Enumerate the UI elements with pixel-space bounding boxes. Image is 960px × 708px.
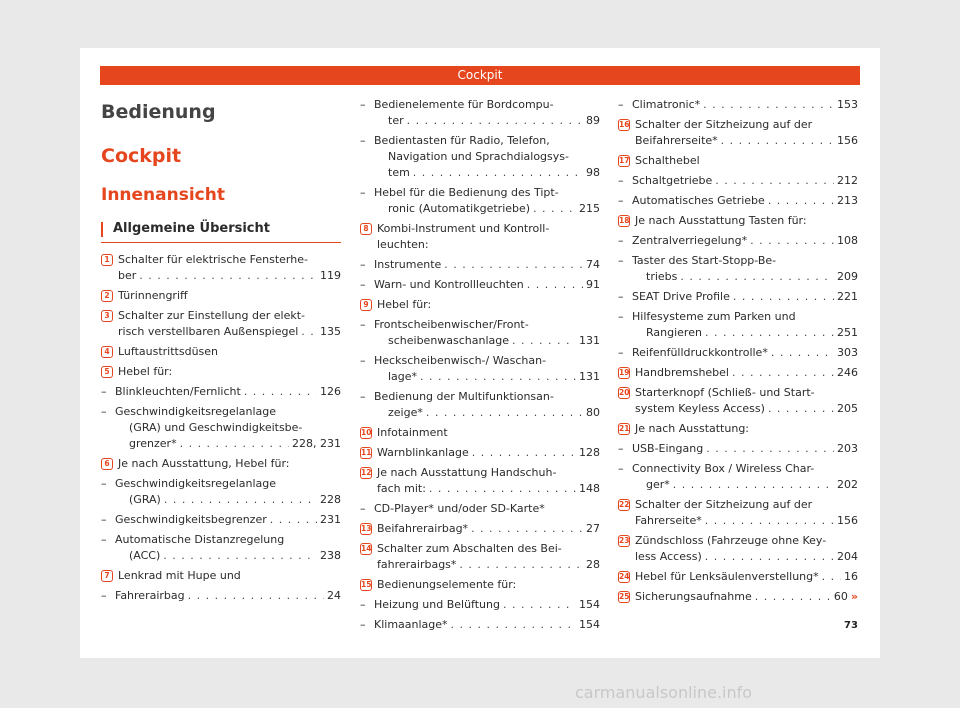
leader-dots [413, 165, 583, 181]
index-line [632, 269, 858, 285]
entry-text: – Heizung und Belüftung [374, 598, 500, 611]
leader-dots [533, 201, 576, 217]
index-subentry [360, 389, 600, 421]
entry-text: – CD-Player* und/oder SD-Karte* [374, 502, 545, 515]
entry-text: Beifahrerairbag* [377, 522, 469, 535]
page-reference: 205 [837, 402, 858, 415]
index-line [632, 289, 858, 305]
leader-dots [715, 173, 834, 189]
entry-text: – Bedienung der Multifunktionsan- [374, 390, 554, 403]
item-number-badge: 17 [619, 156, 630, 165]
index-line [118, 268, 341, 284]
index-entry [101, 344, 341, 360]
section-header: Cockpit [100, 66, 860, 85]
entry-text: – Hebel für die Bedienung des Tipt- [374, 186, 559, 199]
entry-text: Je nach Ausstattung: [635, 422, 750, 435]
leader-dots [768, 193, 834, 209]
index-entry [360, 577, 600, 593]
leader-dots [527, 277, 583, 293]
entry-text: Schalter für elektrische Fensterhe- [118, 253, 308, 266]
entry-text: – Automatisches Getriebe [632, 194, 765, 207]
page-reference: 24 [327, 589, 341, 602]
page-reference: 27 [586, 522, 600, 535]
index-entry [360, 445, 600, 461]
item-number-badge: 4 [101, 346, 113, 358]
index-line [374, 257, 600, 273]
index-subentry [618, 233, 858, 249]
page-reference: 91 [586, 278, 600, 291]
index-line [635, 401, 858, 417]
entry-text: – Heckscheibenwisch-/ Waschan- [374, 354, 547, 367]
index-line [115, 436, 341, 452]
leader-dots [459, 557, 583, 573]
index-entry [101, 252, 341, 284]
page-reference: 251 [837, 326, 858, 339]
leader-dots [407, 113, 583, 129]
entry-text: – Connectivity Box / Wireless Char- [632, 462, 815, 475]
index-entry [618, 117, 858, 149]
entry-text: Lenkrad mit Hupe und [118, 569, 241, 582]
index-line [115, 512, 341, 528]
index-subentry [618, 345, 858, 361]
entry-text: – Bedienelemente für Bordcompu- [374, 98, 554, 111]
index-entry [618, 385, 858, 417]
entry-spacer [101, 604, 341, 608]
index-line [632, 193, 858, 209]
entry-text: ronic (Automatikgetriebe) [388, 202, 531, 215]
index-subentry [101, 404, 341, 452]
page-reference: 213 [837, 194, 858, 207]
item-number-badge: 1 [101, 254, 113, 266]
entry-text: leuchten: [377, 238, 429, 251]
item-number-badge: 2 [101, 290, 113, 302]
index-entry [618, 497, 858, 529]
leader-dots [451, 617, 576, 633]
page-reference: 203 [837, 442, 858, 455]
index-entry [101, 288, 341, 304]
index-line [377, 521, 600, 537]
index-line [374, 405, 600, 421]
page-reference: 202 [837, 478, 858, 491]
entry-text: (GRA) und Geschwindigkeitsbe- [129, 421, 303, 434]
page-reference: 209 [837, 270, 858, 283]
page-reference: 28 [586, 558, 600, 571]
leader-dots [164, 492, 317, 508]
index-subentry [360, 133, 600, 181]
entry-text: Je nach Ausstattung Handschuh- [377, 466, 557, 479]
leader-dots [768, 401, 834, 417]
index-entry [360, 521, 600, 537]
item-number-badge: 14 [361, 544, 372, 553]
index-subentry [618, 97, 858, 113]
index-line [374, 201, 600, 217]
page-reference: 98 [586, 166, 600, 179]
leader-dots [163, 548, 317, 564]
entry-text: – Klimaanlage* [374, 618, 448, 631]
leader-dots [472, 445, 576, 461]
page-reference: 231 [320, 513, 341, 526]
heading-allgemeine-uebersicht: Allgemeine Übersicht [113, 221, 270, 236]
item-number-badge: 13 [361, 524, 372, 533]
entry-text: Je nach Ausstattung Tasten für: [635, 214, 807, 227]
page-reference: 204 [837, 550, 858, 563]
entry-text: – Warn- und Kontrollleuchten [374, 278, 524, 291]
index-subentry [618, 309, 858, 341]
page-reference: 80 [586, 406, 600, 419]
entry-text: – Blinkleuchten/Fernlicht [115, 385, 241, 398]
index-subentry [360, 317, 600, 349]
leader-dots [771, 345, 834, 361]
entry-text: Rangieren [646, 326, 702, 339]
leader-dots [188, 588, 324, 604]
entry-text: Handbremshebel [635, 366, 729, 379]
leader-dots [721, 133, 834, 149]
index-line [374, 113, 600, 129]
index-subentry [618, 193, 858, 209]
page-reference: 89 [586, 114, 600, 127]
entry-text: – Fahrerairbag [115, 589, 185, 602]
leader-dots [706, 441, 834, 457]
index-entry [101, 364, 341, 380]
item-number-badge: 3 [101, 310, 113, 322]
index-subentry [360, 353, 600, 385]
entry-text: Fahrerseite* [635, 514, 702, 527]
index-subentry [360, 257, 600, 273]
index-line [632, 441, 858, 457]
index-line [115, 548, 341, 564]
entry-text: – Instrumente [374, 258, 442, 271]
index-column-3 [618, 97, 858, 609]
leader-dots [420, 369, 576, 385]
index-line [635, 513, 858, 529]
entry-text: Schalter der Sitzheizung auf der [635, 118, 813, 131]
entry-text: (ACC) [129, 549, 161, 562]
index-line [377, 445, 600, 461]
index-line [635, 589, 858, 605]
entry-text: tem [388, 166, 410, 179]
entry-text: – Bedientasten für Radio, Telefon, [374, 134, 550, 147]
leader-dots [139, 268, 317, 284]
entry-text: Warnblinkanlage [377, 446, 469, 459]
leader-dots [444, 257, 583, 273]
page-reference: 128 [579, 446, 600, 459]
leader-dots [680, 269, 834, 285]
index-line [632, 97, 858, 113]
heading-bedienung: Bedienung [101, 101, 216, 123]
index-subentry [101, 384, 341, 400]
item-number-badge: 9 [360, 299, 372, 311]
page-reference: 212 [837, 174, 858, 187]
index-subentry [360, 501, 600, 517]
leader-dots [673, 477, 834, 493]
leader-dots [429, 481, 576, 497]
index-line [374, 369, 600, 385]
index-subentry [360, 277, 600, 293]
entry-text: ter [388, 114, 404, 127]
entry-text: fach mit: [377, 482, 426, 495]
item-number-badge: 15 [361, 580, 372, 589]
page-reference: 238 [320, 549, 341, 562]
page-reference: 74 [586, 258, 600, 271]
page-reference: 16 [844, 570, 858, 583]
index-subentry [101, 532, 341, 564]
leader-dots [705, 325, 834, 341]
entry-text: – Geschwindigkeitsregelanlage [115, 405, 277, 418]
entry-text: – Geschwindigkeitsbegrenzer [115, 513, 267, 526]
page-reference: 246 [837, 366, 858, 379]
index-line [115, 384, 341, 400]
leader-dots [244, 384, 317, 400]
page-reference: 303 [837, 346, 858, 359]
entry-text: Hebel für Lenksäulenverstellung* [635, 570, 819, 583]
leader-dots [512, 333, 576, 349]
leader-dots [426, 405, 583, 421]
footer-watermark: carmanualsonline.info [575, 683, 753, 702]
item-number-badge: 8 [360, 223, 372, 235]
entry-text: – USB-Eingang [632, 442, 704, 455]
entry-text: Bedienungselemente für: [377, 578, 517, 591]
entry-text: Schalter zum Abschalten des Bei- [377, 542, 562, 555]
leader-dots [180, 436, 289, 452]
page-reference: 156 [837, 514, 858, 527]
index-entry [618, 421, 858, 437]
entry-text: Je nach Ausstattung, Hebel für: [118, 457, 290, 470]
leader-dots [270, 512, 317, 528]
page-reference: 135 [320, 325, 341, 338]
entry-text: Kombi-Instrument und Kontroll- [377, 222, 550, 235]
entry-text: Luftaustrittsdüsen [118, 345, 219, 358]
index-subentry [618, 289, 858, 305]
entry-text: Infotainment [377, 426, 448, 439]
page-reference: 153 [837, 98, 858, 111]
index-entry [618, 589, 858, 605]
index-line [632, 325, 858, 341]
continue-marker: » [850, 590, 858, 603]
index-line [374, 165, 600, 181]
index-column-2 [360, 97, 600, 637]
item-number-badge: 5 [101, 366, 113, 378]
entry-text: – Schaltgetriebe [632, 174, 713, 187]
entry-text: triebs [646, 270, 678, 283]
entry-text: – Climatronic* [632, 98, 701, 111]
entry-text: Türinnengriff [118, 289, 188, 302]
page-reference: 228, 231 [292, 437, 341, 450]
entry-text: risch verstellbaren Außenspiegel [118, 325, 299, 338]
item-number-badge: 11 [361, 448, 372, 457]
entry-text: system Keyless Access) [635, 402, 765, 415]
item-number-badge: 24 [619, 572, 630, 581]
page-reference: 228 [320, 493, 341, 506]
entry-spacer [360, 633, 600, 637]
item-number-badge: 7 [101, 570, 113, 582]
index-line [374, 333, 600, 349]
index-subentry [618, 461, 858, 493]
index-line [118, 324, 341, 340]
heading-rule [101, 242, 341, 243]
leader-dots [732, 365, 834, 381]
page-reference: 119 [320, 269, 341, 282]
entry-text: – Taster des Start-Stopp-Be- [632, 254, 777, 267]
entry-text: Schalthebel [635, 154, 700, 167]
item-number-badge: 22 [619, 500, 630, 509]
index-line [374, 617, 600, 633]
index-line [115, 492, 341, 508]
page-reference: 126 [320, 385, 341, 398]
index-line [374, 597, 600, 613]
index-line [635, 569, 858, 585]
index-subentry [360, 597, 600, 613]
item-number-badge: 20 [619, 388, 630, 397]
page-reference: 215 [579, 202, 600, 215]
index-subentry [101, 512, 341, 528]
index-entry [618, 533, 858, 565]
item-number-badge: 6 [101, 458, 113, 470]
index-subentry [101, 588, 341, 604]
leader-dots [471, 521, 583, 537]
index-line [632, 233, 858, 249]
leader-dots [755, 589, 831, 605]
entry-text: less Access) [635, 550, 702, 563]
item-number-badge: 25 [619, 592, 630, 601]
entry-text: Hebel für: [118, 365, 173, 378]
entry-text: – Zentralverriegelung* [632, 234, 748, 247]
item-number-badge: 10 [361, 428, 372, 437]
index-entry [101, 568, 341, 584]
index-line [632, 477, 858, 493]
index-entry [101, 456, 341, 472]
entry-text: ber [118, 269, 137, 282]
index-line [632, 345, 858, 361]
index-subentry [360, 617, 600, 633]
item-number-badge: 16 [619, 120, 630, 129]
page-reference: 60 [833, 590, 848, 603]
index-line [635, 365, 858, 381]
entry-text: Starterknopf (Schließ- und Start- [635, 386, 815, 399]
entry-text: Navigation und Sprachdialogsys- [388, 150, 569, 163]
index-line [635, 549, 858, 565]
entry-text: – SEAT Drive Profile [632, 290, 730, 303]
index-entry [618, 213, 858, 229]
index-entry [360, 541, 600, 573]
entry-text: – Reifenfülldruckkontrolle* [632, 346, 768, 359]
entry-text: Sicherungsaufnahme [635, 590, 752, 603]
index-entry [101, 308, 341, 340]
leader-dots [503, 597, 576, 613]
heading-cockpit: Cockpit [101, 145, 182, 167]
entry-text: – Automatische Distanzregelung [115, 533, 285, 546]
index-subentry [360, 185, 600, 217]
leader-dots [733, 289, 834, 305]
index-line [377, 481, 600, 497]
index-entry [360, 221, 600, 253]
index-column-1 [101, 252, 341, 608]
page-reference: 154 [579, 598, 600, 611]
entry-text: fahrerairbags* [377, 558, 457, 571]
entry-text: scheibenwaschanlage [388, 334, 510, 347]
leader-dots [705, 549, 834, 565]
index-subentry [101, 476, 341, 508]
entry-text: – Frontscheibenwischer/Front- [374, 318, 529, 331]
page-reference: 131 [579, 370, 600, 383]
index-subentry [618, 441, 858, 457]
heading-accent-bar [101, 222, 103, 237]
leader-dots [703, 97, 834, 113]
index-line [377, 557, 600, 573]
index-line [632, 173, 858, 189]
index-entry [618, 153, 858, 169]
index-line [374, 277, 600, 293]
entry-text: (GRA) [129, 493, 161, 506]
page-reference: 156 [837, 134, 858, 147]
entry-text: Zündschloss (Fahrzeuge ohne Key- [635, 534, 827, 547]
index-line [635, 133, 858, 149]
index-line [115, 588, 341, 604]
page-reference: 154 [579, 618, 600, 631]
page-reference: 131 [579, 334, 600, 347]
index-subentry [618, 173, 858, 189]
page-reference: 108 [837, 234, 858, 247]
item-number-badge: 23 [619, 536, 630, 545]
index-entry [618, 365, 858, 381]
item-number-badge: 21 [619, 424, 630, 433]
entry-text: Hebel für: [377, 298, 432, 311]
leader-dots [705, 513, 834, 529]
leader-dots [822, 569, 841, 585]
index-entry [360, 297, 600, 313]
index-subentry [618, 253, 858, 285]
item-number-badge: 19 [619, 368, 630, 377]
item-number-badge: 12 [361, 468, 372, 477]
entry-text: grenzer* [129, 437, 177, 450]
entry-text: – Geschwindigkeitsregelanlage [115, 477, 277, 490]
index-entry [360, 465, 600, 497]
heading-innenansicht: Innenansicht [101, 185, 225, 205]
entry-text: Beifahrerseite* [635, 134, 718, 147]
entry-text: lage* [388, 370, 418, 383]
entry-spacer [618, 605, 858, 609]
entry-text: zeige* [388, 406, 423, 419]
leader-dots [750, 233, 834, 249]
page-reference: 221 [837, 290, 858, 303]
entry-text: ger* [646, 478, 670, 491]
leader-dots [301, 324, 317, 340]
item-number-badge: 18 [619, 216, 630, 225]
index-entry [360, 425, 600, 441]
page-reference: 148 [579, 482, 600, 495]
index-entry [618, 569, 858, 585]
entry-text: Schalter zur Einstellung der elekt- [118, 309, 305, 322]
page-number: 73 [844, 620, 858, 631]
entry-text: Schalter der Sitzheizung auf der [635, 498, 813, 511]
entry-text: – Hilfesysteme zum Parken und [632, 310, 796, 323]
index-subentry [360, 97, 600, 129]
